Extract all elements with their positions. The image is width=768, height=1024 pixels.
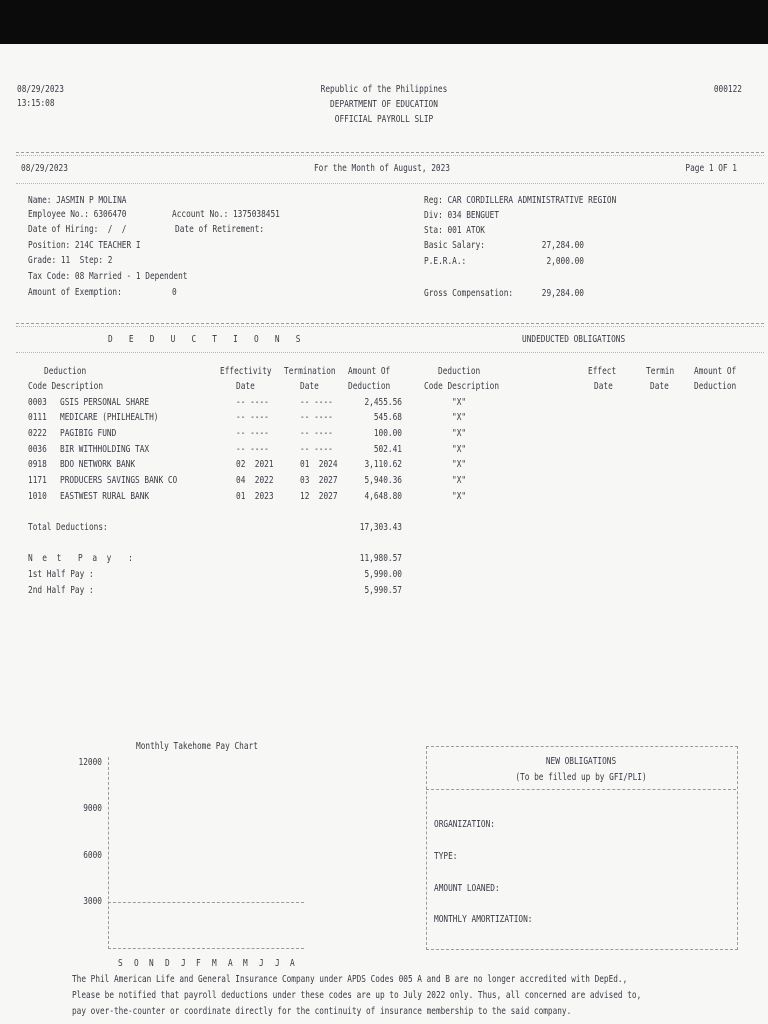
- row-amount: 100.00: [373, 428, 402, 439]
- row-code: 0918: [28, 459, 47, 470]
- tax-code: Tax Code: 08 Married - 1 Dependent: [28, 271, 188, 282]
- row-termination: -- ----: [300, 444, 333, 455]
- row-effectivity: -- ----: [236, 428, 269, 439]
- chart-3000-gridline: [108, 902, 304, 903]
- type-field[interactable]: TYPE:: [434, 851, 458, 862]
- date-of-retirement: Date of Retirement:: [175, 224, 265, 235]
- print-time: 13:15:08: [17, 98, 55, 109]
- net-pay-label: N e t P a y :: [28, 553, 136, 564]
- organization-field[interactable]: ORGANIZATION:: [434, 819, 495, 830]
- row-description: EASTWEST RURAL BANK: [60, 491, 150, 502]
- row-description: PAGIBIG FUND: [60, 428, 117, 439]
- employee-number: Employee No.: 6306470: [28, 209, 127, 220]
- employee-name: Name: JASMIN P MOLINA: [28, 195, 127, 206]
- page-number: Page 1 OF 1: [685, 163, 737, 174]
- row-code: 1171: [28, 475, 47, 486]
- document-title: OFFICIAL PAYROLL SLIP: [334, 114, 434, 125]
- region: Reg: CAR CORDILLERA ADMINISTRATIVE REGION: [424, 195, 617, 206]
- col-u-effect-date: Date: [594, 381, 613, 392]
- notice-line-3: pay over-the-counter or coordinate directly for the continuity of insurance membership to the said company.: [72, 1006, 572, 1017]
- total-deductions-value: 17,303.43: [359, 522, 402, 533]
- deductions-divider: [16, 352, 764, 353]
- col-u-termin: Termin: [646, 366, 675, 377]
- chart-x-tick-label: J: [274, 958, 280, 969]
- undeducted-title: UNDEDUCTED OBLIGATIONS: [522, 334, 626, 345]
- row-termination: 12 2027: [300, 491, 338, 502]
- org-department: DEPARTMENT OF EDUCATION: [330, 99, 438, 110]
- monthly-amortization-field[interactable]: MONTHLY AMORTIZATION:: [434, 914, 533, 925]
- notice-line-2: Please be notified that payroll deductions under these codes are up to July 2022 only. Thus, all concerned are advised to,: [72, 990, 642, 1001]
- chart-y-axis: [108, 757, 109, 949]
- chart-x-tick-label: M: [212, 958, 217, 969]
- station: Sta: 001 ATOK: [424, 225, 485, 236]
- row-description: BIR WITHHOLDING TAX: [60, 444, 150, 455]
- col-effectivity: Effectivity: [220, 366, 272, 377]
- chart-x-tick-label: F: [196, 958, 202, 969]
- col-u-effect: Effect: [588, 366, 617, 377]
- basic-salary-value: 27,284.00: [541, 240, 584, 251]
- row-description: MEDICARE (PHILHEALTH): [60, 412, 159, 423]
- row-effectivity: 02 2021: [236, 459, 274, 470]
- col-eff-date: Date: [236, 381, 255, 392]
- pera-value: 2,000.00: [546, 256, 584, 267]
- row-termination: -- ----: [300, 397, 333, 408]
- col-u-deduction-amount: Deduction: [694, 381, 737, 392]
- chart-y-tick-label: 9000: [83, 803, 102, 815]
- row-undeducted-mark: "X": [452, 444, 467, 455]
- grade-step: Grade: 11 Step: 2: [28, 255, 113, 266]
- period-divider: [16, 183, 764, 184]
- row-code: 1010: [28, 491, 47, 502]
- chart-x-tick-label: A: [227, 958, 233, 969]
- row-amount: 2,455.56: [364, 397, 402, 408]
- row-code: 0111: [28, 412, 47, 423]
- chart-x-tick-label: S: [118, 958, 123, 969]
- row-description: PRODUCERS SAVINGS BANK CO: [60, 475, 178, 486]
- row-amount: 4,648.80: [364, 491, 402, 502]
- period-date: 08/29/2023: [21, 163, 68, 174]
- row-effectivity: -- ----: [236, 412, 269, 423]
- col-u-termin-date: Date: [650, 381, 669, 392]
- pay-period: For the Month of August, 2023: [313, 163, 451, 174]
- position: Position: 214C TEACHER I: [28, 240, 141, 251]
- col-term-date: Date: [300, 381, 319, 392]
- row-undeducted-mark: "X": [452, 397, 467, 408]
- row-amount: 5,940.36: [364, 475, 402, 486]
- col-u-code-description: Code Description: [424, 381, 500, 392]
- deductions-title: D E D U C T I O N S: [108, 334, 307, 345]
- chart-x-tick-label: M: [243, 958, 249, 969]
- col-termination: Termination: [284, 366, 336, 377]
- row-termination: -- ----: [300, 428, 333, 439]
- division: Div: 034 BENGUET: [424, 210, 500, 221]
- info-divider: [16, 323, 764, 324]
- row-code: 0222: [28, 428, 47, 439]
- exemption-label: Amount of Exemption:: [28, 287, 122, 298]
- row-amount: 502.41: [373, 444, 402, 455]
- col-deduction: Deduction: [44, 366, 87, 377]
- first-half-pay-label: 1st Half Pay :: [28, 569, 94, 580]
- chart-y-tick-label: 3000: [83, 895, 102, 907]
- chart-x-tick-label: D: [165, 958, 170, 969]
- chart-title: Monthly Takehome Pay Chart: [136, 741, 258, 752]
- basic-salary-label: Basic Salary:: [424, 240, 485, 251]
- chart-y-tick-label: 6000: [83, 849, 102, 861]
- chart-x-tick-label: J: [180, 958, 186, 969]
- col-amount-of: Amount Of: [348, 366, 391, 377]
- row-undeducted-mark: "X": [452, 412, 467, 423]
- row-amount: 3,110.62: [364, 459, 402, 470]
- chart-x-tick-label: A: [290, 958, 296, 969]
- org-republic: Republic of the Philippines: [320, 84, 448, 95]
- chart-y-tick-label: 12000: [78, 757, 102, 768]
- row-termination: 03 2027: [300, 475, 338, 486]
- amount-loaned-field[interactable]: AMOUNT LOANED:: [434, 883, 500, 894]
- obligations-subtitle: (To be filled up by GFI/PLI): [515, 772, 647, 783]
- gross-value: 29,284.00: [541, 288, 584, 299]
- chart-x-axis: [108, 948, 304, 949]
- header-divider: [16, 152, 764, 153]
- col-u-deduction: Deduction: [438, 366, 481, 377]
- header-divider-2: [16, 155, 764, 156]
- total-deductions-label: Total Deductions:: [28, 522, 108, 533]
- scanner-border: [0, 0, 768, 44]
- row-description: GSIS PERSONAL SHARE: [60, 397, 150, 408]
- second-half-pay-value: 5,990.57: [364, 585, 402, 596]
- row-effectivity: 01 2023: [236, 491, 274, 502]
- row-undeducted-mark: "X": [452, 459, 467, 470]
- notice-line-1: The Phil American Life and General Insurance Company under APDS Codes 005 A and B are no longer accredited with DepEd.,: [72, 974, 628, 985]
- chart-x-tick-label: N: [149, 958, 155, 969]
- col-u-amount-of: Amount Of: [694, 366, 737, 377]
- account-number: Account No.: 1375038451: [172, 209, 280, 220]
- chart-x-tick-label: J: [259, 958, 264, 969]
- obligations-title: NEW OBLIGATIONS: [545, 756, 617, 767]
- first-half-pay-value: 5,990.00: [364, 569, 402, 580]
- row-code: 0036: [28, 444, 47, 455]
- row-description: BDO NETWORK BANK: [60, 459, 136, 470]
- col-code-description: Code Description: [28, 381, 104, 392]
- row-code: 0003: [28, 397, 47, 408]
- pera-label: P.E.R.A.:: [424, 256, 467, 267]
- net-pay-value: 11,980.57: [359, 553, 402, 564]
- row-undeducted-mark: "X": [452, 491, 467, 502]
- second-half-pay-label: 2nd Half Pay :: [28, 585, 94, 596]
- row-termination: 01 2024: [300, 459, 338, 470]
- exemption-value: 0: [172, 287, 177, 298]
- date-of-hiring: Date of Hiring: / /: [28, 224, 127, 235]
- document-code: 000122: [713, 84, 742, 95]
- info-divider-2: [16, 326, 764, 327]
- print-date: 08/29/2023: [17, 84, 64, 95]
- chart-x-tick-label: O: [133, 958, 139, 969]
- col-deduction-amount: Deduction: [348, 381, 391, 392]
- row-amount: 545.68: [373, 412, 402, 423]
- row-effectivity: -- ----: [236, 444, 269, 455]
- row-effectivity: -- ----: [236, 397, 269, 408]
- row-undeducted-mark: "X": [452, 475, 467, 486]
- row-effectivity: 04 2022: [236, 475, 274, 486]
- gross-label: Gross Compensation:: [424, 288, 514, 299]
- row-undeducted-mark: "X": [452, 428, 467, 439]
- obligations-header-divider: [426, 789, 736, 790]
- row-termination: -- ----: [300, 412, 333, 423]
